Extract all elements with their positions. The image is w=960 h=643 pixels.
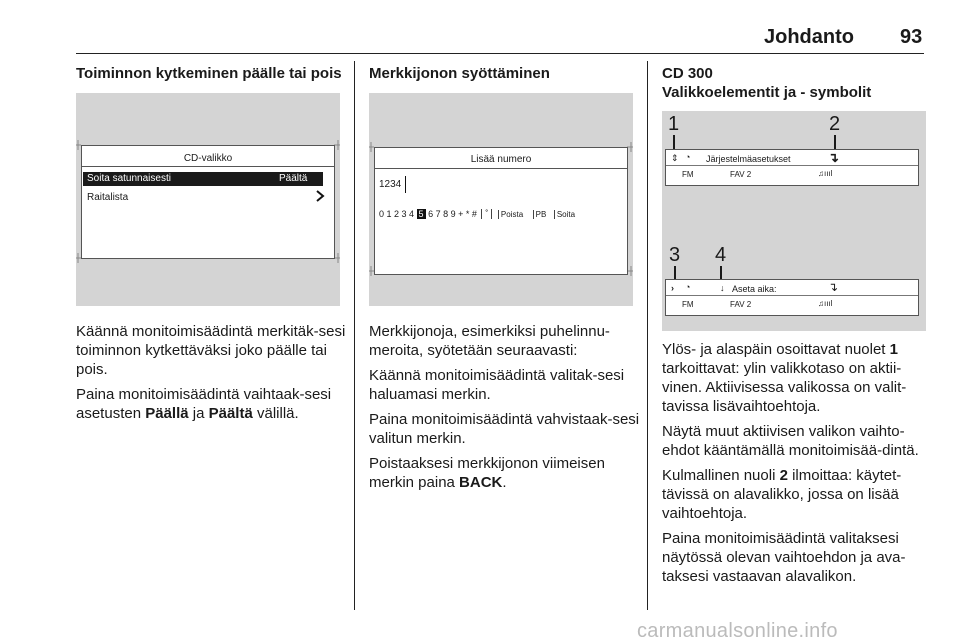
call-button[interactable]: Soita [554,210,575,219]
column-divider-2 [647,61,648,610]
column-3 [662,64,934,102]
delete-button[interactable]: Poista [498,210,523,219]
column-2 [369,64,641,83]
page-number: 93 [900,26,923,48]
chevron-right-icon [315,190,325,202]
callout-number: 2 [829,113,841,135]
clock-icon: ◔ [685,152,691,162]
paragraph: Poistaaksesi merkkijonon viimeisen merkin paina BACK. [369,455,605,491]
paragraph: Ylös- ja alaspäin osoittavat nuolet 1 tarkoittavat: ylin valikkotaso on aktii-vinen. Aktiivisessa valikossa on valit-tavissa lisävaihtoehtoja. [662,341,907,415]
paragraph: Paina monitoimisäädintä valitaksesi näytössä olevan vaihtoehdon ja ava-taksesi vastaavan alavalikon. [662,530,906,585]
screen-rule [666,295,918,296]
menu-item-title[interactable]: Järjestelmäasetukset [706,154,791,164]
band-label: FM [682,300,694,309]
section-subheading: Valikkoelementit ja - symbolit [662,84,872,101]
band-label: FM [682,170,694,179]
number-entry-figure [369,93,633,306]
space-key-icon[interactable]: ˚ [481,209,492,219]
screen-rule [375,168,627,169]
column-3-text [662,340,932,592]
entry-text: 1234 [379,179,402,190]
page-title: Johdanto [764,26,854,48]
watermark: carmanualsonline.info [637,620,838,642]
paragraph: Paina monitoimisäädintä vaihtaak-sesi asetusten Päällä ja Päältä välillä. [76,386,332,422]
signal-strength-icon: ♫ıııl [818,299,833,308]
down-arrow-icon: ↓ [720,283,725,293]
display-screen [81,145,335,259]
callout-number: 3 [669,244,681,266]
submenu-arrow-icon: ↴ [828,150,839,165]
phonebook-button[interactable]: PB [533,210,547,219]
column-divider-1 [354,61,355,610]
display-screen-1 [665,149,919,186]
section-heading: Toiminnon kytkeminen päälle tai pois [76,65,342,82]
cd-menu-figure [76,93,340,306]
column-1-text [76,322,348,429]
favourite-label: FAV 2 [730,170,752,179]
paragraph: Käännä monitoimisäädintä valitak-sesi haluamasi merkin. [369,367,625,403]
signal-strength-icon: ♫ıııl [818,169,833,178]
section-heading: Merkkijonon syöttäminen [369,65,550,82]
submenu-arrow-icon: ↴ [828,280,839,294]
chevron-right-icon: › [671,283,674,293]
paragraph: Näytä muut aktiivisen valikon vaihto-ehdot kääntämällä monitoimisää-dintä. [662,423,919,459]
paragraph: Paina monitoimisäädintä vahvistaak-sesi valitun merkin. [369,411,640,447]
paragraph: Kulmallinen nuoli 2 ilmoittaa: käytet-tävissä on alavalikko, jossa on lisää vaihtoehtoja. [662,467,902,522]
selected-char[interactable]: 5 [418,209,424,219]
favourite-label: FAV 2 [730,300,752,309]
paragraph: Merkkijonoja, esimerkiksi puhelinnu-meroita, syötetään seuraavasti: [369,323,610,359]
screen-title: Lisää numero [470,154,532,165]
section-heading: CD 300 [662,65,713,82]
up-down-arrows-icon: ⇕ [671,153,679,163]
menu-item-title[interactable]: Aseta aika: [732,284,777,294]
text-cursor [405,176,406,193]
page-header [0,24,960,54]
selected-row[interactable] [83,172,323,186]
paragraph: Käännä monitoimisäädintä merkitäk-sesi toiminnon kytkettäväksi joko päälle tai pois. [76,323,346,378]
display-screen-2 [665,279,919,316]
menu-symbols-figure [662,111,926,331]
row-value: Päältä [279,173,308,184]
column-2-text [369,322,641,498]
row-label: Soita satunnaisesti [87,173,171,184]
row-label[interactable]: Raitalista [87,192,129,203]
callout-number: 4 [715,244,727,266]
char-options[interactable]: 0 1 2 3 4 [379,209,415,219]
callout-number: 1 [668,113,680,135]
screen-rule [666,165,918,166]
character-row [379,209,575,219]
screen-title: CD-valikko [183,153,233,164]
screen-rule [82,166,334,167]
header-rule [76,53,924,54]
char-options[interactable]: 6 7 8 9 + * # [428,209,477,219]
column-1 [76,64,348,83]
display-screen [374,147,628,275]
clock-icon: ◔ [685,282,691,292]
